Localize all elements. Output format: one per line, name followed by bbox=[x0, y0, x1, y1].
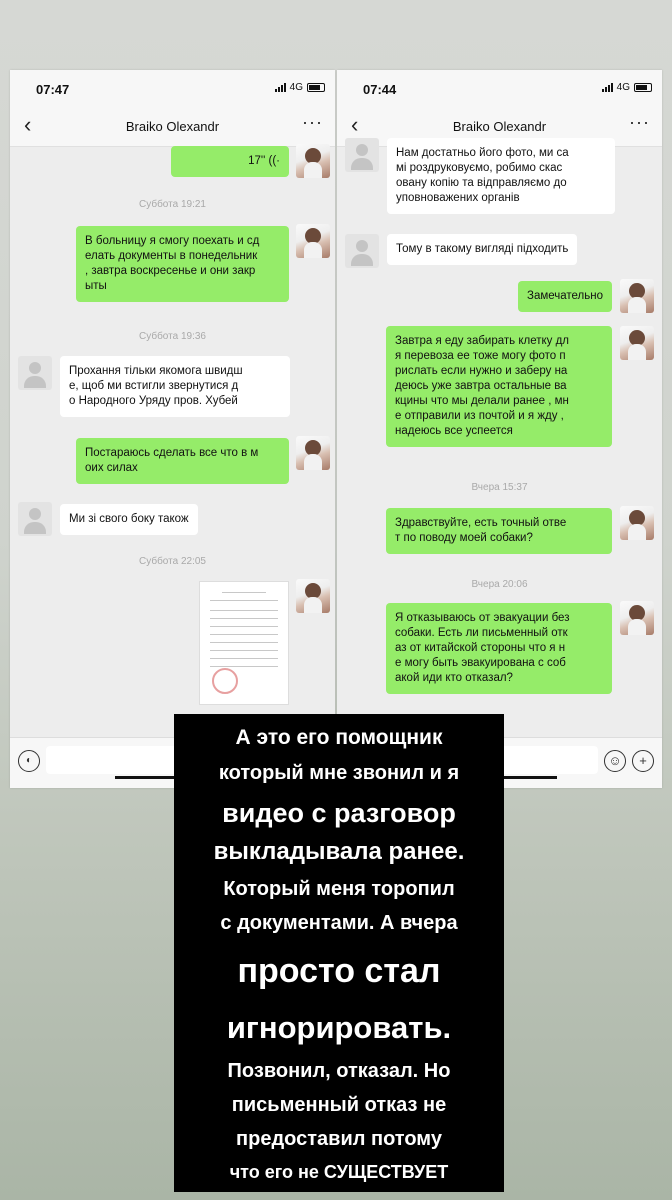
avatar[interactable] bbox=[345, 234, 379, 268]
message-bubble[interactable]: Завтра я еду забирать клетку дл я перевоза ее тоже могу фото п рислать если нужно и заберу на деюсь уже завтра остальные ва кцины что мы делали ранее , мн е отправили из почтой и я жду , надеюсь все успеется bbox=[386, 326, 612, 447]
caption-line: Позвонил, отказал. Но bbox=[227, 1060, 451, 1082]
avatar[interactable] bbox=[620, 326, 654, 360]
network-label: 4G bbox=[616, 82, 630, 93]
signal-icon bbox=[275, 83, 286, 92]
message-bubble[interactable]: Замечательно bbox=[518, 281, 612, 312]
avatar[interactable] bbox=[18, 502, 52, 536]
message-list bbox=[10, 146, 335, 788]
chat-screenshot-right bbox=[337, 70, 662, 788]
avatar[interactable] bbox=[296, 436, 330, 470]
caption-line: просто стал bbox=[237, 952, 441, 990]
avatar[interactable] bbox=[296, 224, 330, 258]
avatar[interactable] bbox=[620, 506, 654, 540]
message-bubble[interactable]: Нам достатньо його фото, ми са мі роздруковуємо, робимо скас овану копію та відправляємо до уповноважених органів bbox=[387, 138, 615, 214]
caption-line: игнорировать. bbox=[226, 1010, 452, 1045]
battery-icon bbox=[307, 83, 325, 92]
message-bubble[interactable]: В больницу я смогу поехать и сд елать документы в понедельник , завтра воскресенье и они закр ыты bbox=[76, 226, 289, 302]
contact-name: Braiko Olexandr bbox=[125, 119, 220, 134]
caption-line: Который меня торопил bbox=[223, 878, 455, 900]
caption-line: который мне звонил и я bbox=[218, 762, 460, 784]
message-bubble[interactable]: Тому в такому вигляді підходить bbox=[387, 234, 577, 265]
status-time: 07:47 bbox=[36, 82, 70, 97]
document-image[interactable] bbox=[199, 581, 289, 705]
emoji-icon[interactable]: ☺ bbox=[604, 750, 626, 772]
signal-icon bbox=[602, 83, 613, 92]
back-icon[interactable]: ‹ bbox=[24, 112, 32, 137]
status-bar bbox=[10, 70, 335, 106]
more-icon[interactable]: ··· bbox=[302, 112, 323, 132]
battery-icon bbox=[634, 83, 652, 92]
avatar[interactable] bbox=[296, 144, 330, 178]
back-icon[interactable]: ‹ bbox=[351, 112, 359, 137]
caption-line: письменный отказ не bbox=[231, 1094, 447, 1116]
caption-line: видео с разговор bbox=[222, 798, 456, 828]
message-list bbox=[337, 146, 662, 788]
caption-line: с документами. А вчера bbox=[220, 912, 458, 934]
avatar[interactable] bbox=[296, 579, 330, 613]
network-label: 4G bbox=[289, 82, 303, 93]
avatar[interactable] bbox=[18, 356, 52, 390]
story-caption-box bbox=[174, 714, 504, 1192]
chat-screenshot-left bbox=[10, 70, 335, 788]
message-bubble[interactable]: Я отказываюсь от эвакуации без собаки. Есть ли письменный отк аз от китайской стороны что я н е могу быть эвакуирована с соб акой иди кто отказал? bbox=[386, 603, 612, 694]
contact-name: Braiko Olexandr bbox=[452, 119, 547, 134]
message-bubble[interactable]: Прохання тільки якомога швидш е, щоб ми встигли звернутися д о Народного Уряду пров. Хубей bbox=[60, 356, 290, 417]
caption-line: что его не СУЩЕСТВУЕТ bbox=[229, 1162, 449, 1182]
message-bubble[interactable]: Постараюсь сделать все что в м оих силах bbox=[76, 438, 289, 484]
voice-duration: 17'' ((· bbox=[248, 155, 280, 167]
voice-message[interactable] bbox=[171, 146, 289, 177]
caption-line: А это его помощник bbox=[235, 726, 443, 749]
timestamp: Суббота 19:36 bbox=[139, 331, 206, 342]
caption-line: выкладывала ранее. bbox=[213, 838, 465, 865]
avatar[interactable] bbox=[620, 279, 654, 313]
stamp-icon bbox=[212, 668, 238, 694]
plus-icon[interactable]: + bbox=[632, 750, 654, 772]
timestamp: Суббота 22:05 bbox=[139, 556, 206, 567]
caption-line: предоставил потому bbox=[236, 1128, 442, 1150]
timestamp: Суббота 19:21 bbox=[139, 199, 206, 210]
message-bubble[interactable]: Ми зі свого боку також bbox=[60, 504, 198, 535]
status-indicators bbox=[602, 82, 652, 93]
status-bar bbox=[337, 70, 662, 106]
timestamp: Вчера 20:06 bbox=[471, 579, 528, 590]
message-bubble[interactable]: Здравствуйте, есть точный отве т по поводу моей собаки? bbox=[386, 508, 612, 554]
status-time: 07:44 bbox=[363, 82, 397, 97]
avatar[interactable] bbox=[620, 601, 654, 635]
chat-header bbox=[10, 106, 335, 147]
status-indicators bbox=[275, 82, 325, 93]
avatar[interactable] bbox=[345, 138, 379, 172]
more-icon[interactable]: ··· bbox=[629, 112, 650, 132]
timestamp: Вчера 15:37 bbox=[471, 482, 528, 493]
voice-input-icon[interactable]: ◐ bbox=[18, 750, 40, 772]
